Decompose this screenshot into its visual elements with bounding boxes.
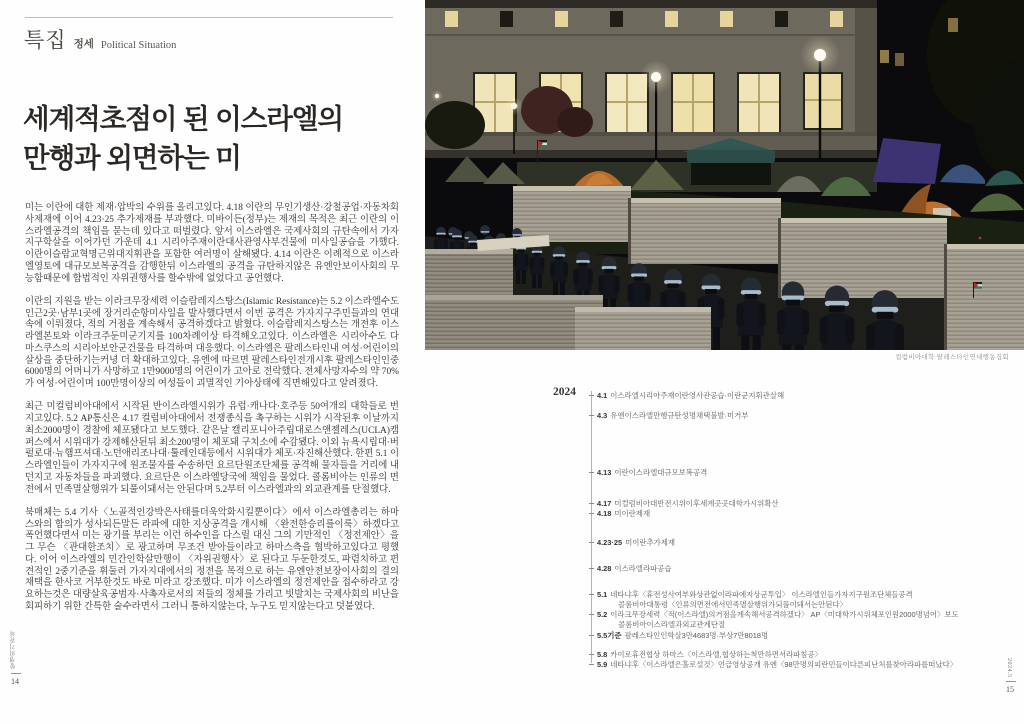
- right-page-footer: [1006, 658, 1016, 695]
- timeline-date: 4.1: [597, 391, 608, 400]
- timeline-date: 5.5기준: [597, 631, 622, 640]
- article-body: [25, 203, 399, 625]
- timeline-entry: [597, 509, 1017, 519]
- timeline-text: 미이란추가제재: [625, 538, 676, 547]
- timeline-text: 카이로휴전협상 하마스〈이스라엘,협상하는척만하면서라파침공〉: [610, 650, 822, 659]
- timeline-date: 4.17: [597, 499, 612, 508]
- section-header: [24, 24, 176, 54]
- timeline-entry: [597, 538, 1017, 548]
- article-title-line1: 세계적초점이 된 이스라엘의: [23, 103, 344, 134]
- page-number-right: 15: [1006, 685, 1014, 694]
- timeline-date: 4.18: [597, 508, 612, 518]
- left-page-footer: [11, 630, 21, 686]
- paragraph: 북매체는 5.4 기사〈노골적인강박은사태를더욱악화시킬뿐이다〉에서 이스라엘총리는 하마스와의 합의가 성사되든말든 라파에 대한 지상공격을 개시해 〈완전한승리를이룩〉하겠다고 폭언했다면서 미는 광기를 부리는 이런 하수인을 다스릴 대신 그의 기만적인 〈정전제안〉을 그 무슨 〈관대한조치〉로 광고하며 무조건 받아들이라고 하마스측을 협박하고있다고 평했다. 이어 이스라엘의 민간인학살만행이 〈자위권행사〉로 된다고 두둔한것도, 파렴치하고 편견적인 2중기준을 휘둘러 가자지대에서의 정전을 목적으로 하는 유엔안전보장이사회의 결의채택을 한사코 거부한것도 바로 미라고 강조했다. 미가 이스라엘의 정전제안을 접수하라고 강요하는것은 대량살육공범자·사촉자로서의 저들의 정체를 가리고 빗발치는 국제사회의 비난을 회피하기 위한 간특한 술수라면서 그러니 통하지않는다, 누구도 믿지않는다고 덧붙였다.: [25, 507, 399, 612]
- timeline-entry: [597, 660, 1017, 670]
- campus-protest-photo: [425, 0, 1024, 350]
- footer-separator: [11, 673, 21, 674]
- page-number-left: 14: [11, 677, 19, 686]
- section-label: 특집: [24, 28, 67, 52]
- article-title: [23, 99, 413, 177]
- timeline-text: 미이란제재: [614, 508, 651, 518]
- footer-separator: [1006, 681, 1016, 682]
- timeline-entry: [597, 610, 1017, 629]
- paragraph: 이란의 지원을 받는 이라크무장세력 이슬람레지스탕스(Islamic Resistance)는 5.2 이스라엘수도인근2곳·남부1곳에 장거리순항미사일을 발사했다면서 이번 공격은 가자지구주민들과의 연대속에 이뤄졌다, 적의 거점을 계속해서 공격하겠다고 밝혔다. 이슬람레지스탕스는 개전후 이스라엘본토와 이라크주둔미군기지를 100차례이상 타격해오고있다. 이스라엘은 시리아수도 다마스쿠스의 시리아보안군건물을 타격하며 대응했다. 이스라엘은 팔레스타인내 여성·어린이의 살상을 중단하기는커녕 더 확대하고있다. 유엔에 따르면 팔레스타인전개시후 팔레스타인인중 6000명의 어머니가 사망하고 1만9000명의 어린이가 고아로 전락했다. 전체사망자수의 약 70%가 여성·어린이며 100만명이상의 여성들이 괴멸적인 기아상태에 직면해있다고 알려졌다.: [25, 296, 399, 389]
- timeline-date: 5.2: [597, 610, 608, 619]
- magazine-name: 항쟁의기관차: [11, 630, 17, 669]
- timeline-entry: [597, 590, 1017, 609]
- header-rule: [25, 17, 393, 18]
- timeline-year: 2024: [553, 386, 576, 398]
- timeline-date: 4.13: [597, 468, 612, 477]
- timeline-date: 4.28: [597, 564, 612, 573]
- timeline-text: 네타냐후〈휴전성사여부와상관없이라파에지상군투입〉 이스라엘인들가자지구원조단체들공격: [610, 590, 913, 599]
- timeline-entry: [597, 411, 1017, 421]
- timeline-entry: [597, 564, 1017, 574]
- timeline-text: 이라크무장세력〈적(이스라엘)의거점을계속해서공격하겠다〉 AP〈미대학가시위체포인원2000명넘어〉보도: [610, 610, 959, 619]
- timeline-date: 5.1: [597, 590, 608, 599]
- timeline-date: 4.3: [597, 411, 608, 420]
- timeline-text: 이스라엘라파공습: [614, 564, 672, 573]
- timeline-text: 콜롬비아이스라엘과외교관계단절: [618, 619, 726, 629]
- timeline-text: 팔레스타인인학살3만4683명·부상7만8018명: [624, 631, 769, 640]
- article-title-line2: 만행과 외면하는 미: [23, 142, 241, 174]
- timeline-entry: [597, 499, 1017, 509]
- timeline-entry: [597, 468, 1017, 478]
- timeline-text: 콜롬비아대통령〈인류의면전에서민족멸살행위가되풀이돼서는안된다〉: [618, 599, 847, 609]
- timeline-text: 이스라엘시리아주재이란영사관공습·이란군지휘관살해: [610, 391, 785, 400]
- timeline-text: 네타냐후〈이스라엘은홀로설것〉언급영상공개 유엔〈98만명의피란민들이다른피난처를찾아라파를떠났다〉: [610, 659, 958, 669]
- timeline-text: 유엔이스라엘만행규탄성명채택불발·미거부: [610, 411, 749, 420]
- timeline-text: 미컬럼비아대반전시위이후세계곳곳대학가시위확산: [614, 499, 779, 508]
- paragraph: 최근 미컬럼비아대에서 시작된 반이스라엘시위가 유럽·캐나다·호주등 50여개의 대학들로 번지고있다. 5.2 AP통신은 4.17 컬럼비아대에서 전쟁종식을 촉구하는 시위가 시작된후 이날까지 최소2000명이 경찰에 체포됐다고 보도했다. 같은날 캘리포니아주립대로스앤젤레스(UCLA)캠퍼스에서 시위대가 강제해산된뒤 최소200명이 체포돼 구치소에 수감됐다. 이외 뉴욕시립대·버펄로대·뉴햄프셔대·노던애리조나대·툴레인대등에서 시위대가 체포·자진해산했다. 한편 5.1 이스라엘인들이 가자지구에 원조물자를 수송하던 요르단원조단체를 공격해 물자들을 거리에 내던지고 자동차들을 파괴했다. 요르단은 이스라엘당국에 책임을 물었다. 콜롬비아는 인류의 면전에서 민족멸살행위가 되풀이돼서는 안된다며 5.2부터 이스라엘과의 외교관계를 단절했다.: [25, 402, 399, 495]
- photo-caption: 컬럼비아대학 팔레스타인연대행동집회: [895, 354, 1009, 361]
- timeline-text: 이란이스라엘대규모보복공격: [614, 468, 708, 477]
- events-timeline: [553, 385, 1021, 685]
- timeline-date: 5.8: [597, 650, 608, 659]
- category-label: 정세: [73, 39, 94, 50]
- paragraph: 미는 이란에 대한 제재·압박의 수위를 올리고있다. 4.18 이란의 무인기생산·강철공업·자동차회사제재에 이어 4.23·25 추가제재를 부과했다. 미바이든(정부)는 제재의 목적은 최근 이란의 이스라엘공격의 책임을 묻는데 있다고 떠벌렸다. 앞서 이스라엘은 국제사회의 규탄속에서 가자지구학살을 이어가던 가운데 4.1 시리아주재이란대사관영사부건물에 미사일공습을 가했다. 이란이슬람교혁명근위대지휘관을 포함한 여러명이 살해됐다. 4.14 이란은 이례적으로 이스라엘영토에 대규모보복공격을 감행한뒤 이스라엘의 공격을 규탄하지않은 유엔안보이사회의 무능함때문에 합법적인 자위권행사를 할수밖에 없었다고 공언했다.: [25, 203, 399, 284]
- timeline-axis: [591, 391, 592, 663]
- timeline-date: 4.23·25: [597, 538, 623, 547]
- timeline-entry: [597, 391, 1017, 401]
- timeline-entry: [597, 631, 1017, 641]
- issue-label: 2024.5: [1006, 657, 1012, 677]
- category-label-en: Political Situation: [100, 40, 177, 51]
- timeline-entry: [597, 650, 1017, 660]
- timeline-date: 5.9: [597, 659, 608, 669]
